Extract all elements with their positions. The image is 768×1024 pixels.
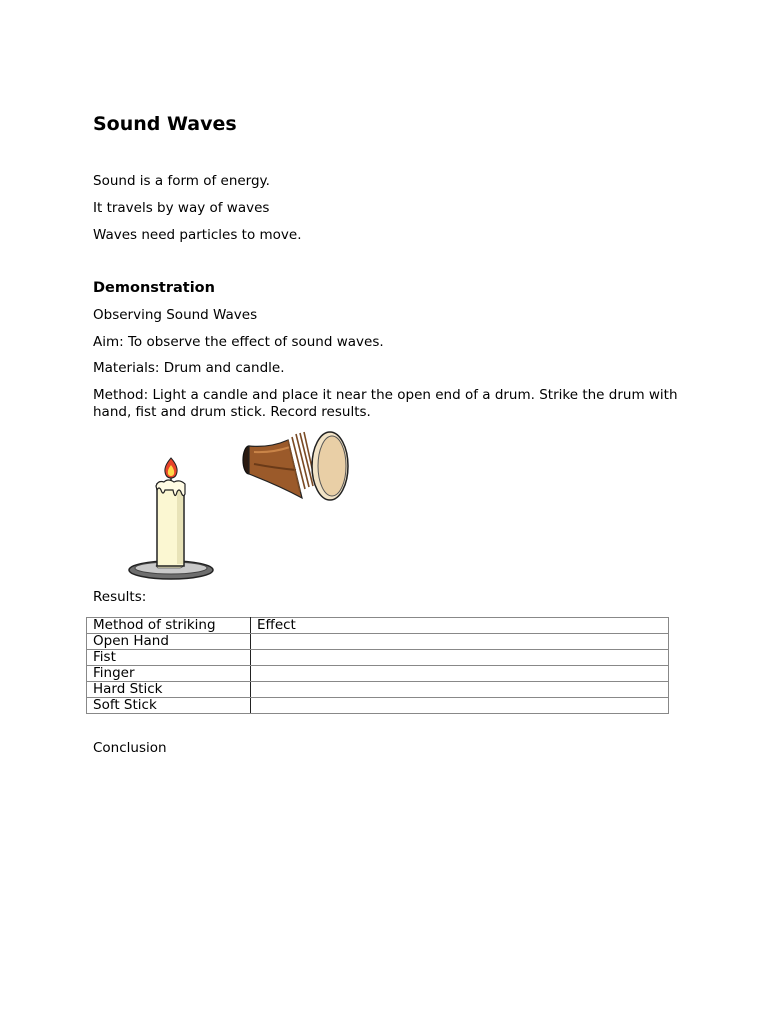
table-header-row (87, 618, 669, 634)
table-cell-method: Fist (87, 650, 251, 666)
table-cell-method: Hard Stick (87, 682, 251, 698)
table-cell-method: Open Hand (87, 634, 251, 650)
table-cell-effect[interactable] (251, 666, 669, 682)
table-cell-method: Soft Stick (87, 698, 251, 714)
aim-text: Aim: To observe the effect of sound waves. (93, 334, 384, 350)
table-header-effect: Effect (251, 618, 669, 634)
table-row (87, 698, 669, 714)
page-title: Sound Waves (93, 113, 237, 135)
table-header-method: Method of striking (87, 618, 251, 634)
demo-subtitle: Observing Sound Waves (93, 307, 258, 323)
table-row (87, 682, 669, 698)
conclusion-label: Conclusion (93, 740, 167, 756)
results-label: Results: (93, 589, 147, 605)
intro-line-1: Sound is a form of energy. (93, 173, 270, 189)
intro-line-2: It travels by way of waves (93, 200, 270, 216)
demonstration-heading: Demonstration (93, 280, 215, 296)
table-row (87, 634, 669, 650)
intro-line-3: Waves need particles to move. (93, 227, 302, 243)
table-cell-effect[interactable] (251, 650, 669, 666)
drum-illustration (243, 432, 348, 500)
table-cell-effect[interactable] (251, 634, 669, 650)
method-text: Method: Light a candle and place it near the open end of a drum. Strike the drum with hand, fist and drum stick. Record results. (93, 387, 678, 420)
table-row (87, 650, 669, 666)
candle-illustration (129, 458, 213, 579)
results-table (86, 617, 669, 714)
materials-text: Materials: Drum and candle. (93, 360, 285, 376)
table-cell-effect[interactable] (251, 682, 669, 698)
illustration (120, 428, 360, 588)
table-cell-effect[interactable] (251, 698, 669, 714)
table-row (87, 666, 669, 682)
table-cell-method: Finger (87, 666, 251, 682)
